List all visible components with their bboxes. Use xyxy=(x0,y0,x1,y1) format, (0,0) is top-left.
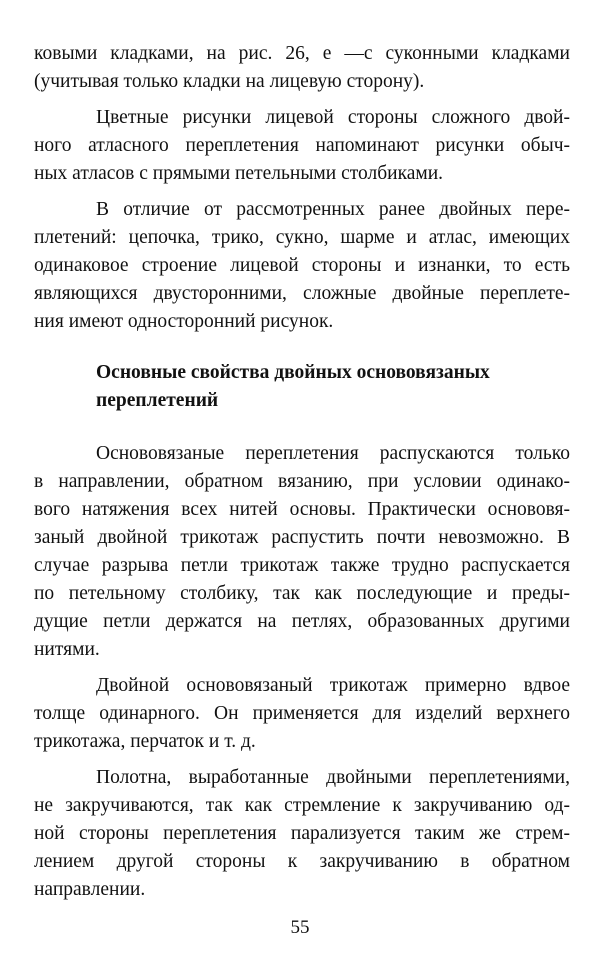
text-line: В отличие от рассмотренных ранее двойных пере- xyxy=(96,199,570,220)
text-line: вого натяжения всех нитей основы. Практически основовя- xyxy=(34,499,570,520)
text-line: являющихся двусторонними, сложные двойные переплете- xyxy=(34,283,570,304)
text-line: по петельному столбику, так как последующие и преды- xyxy=(34,583,570,604)
section-heading: Основные свойства двойных основовязаных xyxy=(96,362,490,383)
text-line: толще одинарного. Он применяется для изделий верхнего xyxy=(34,703,570,724)
text-line: плетений: цепочка, трико, сукно, шарме и атлас, имеющих xyxy=(34,227,570,248)
text-line: лением другой стороны к закручиванию в обратном xyxy=(34,851,570,872)
text-line: нитями. xyxy=(34,639,100,660)
text-line: Полотна, выработанные двойными переплетениями, xyxy=(96,767,570,788)
text-line: ния имеют односторонний рисунок. xyxy=(34,311,334,332)
text-line: направлении. xyxy=(34,879,146,900)
text-line: заный двойной трикотаж распустить почти невозможно. В xyxy=(34,527,570,548)
text-line: дущие петли держатся на петлях, образованных другими xyxy=(34,611,570,632)
text-line: Цветные рисунки лицевой стороны сложного двой- xyxy=(96,107,570,128)
text-line: Двойной основовязаный трикотаж примерно вдвое xyxy=(96,675,570,696)
text-line: случае разрыва петли трикотаж также трудно распускается xyxy=(34,555,570,576)
text-line: в направлении, обратном вязанию, при условии одинако- xyxy=(34,471,570,492)
text-line: трикотажа, перчаток и т. д. xyxy=(34,731,256,752)
text-line: ной стороны переплетения парализуется таким же стрем- xyxy=(34,823,570,844)
text-line: одинаковое строение лицевой стороны и изнанки, то есть xyxy=(34,255,570,276)
section-heading: переплетений xyxy=(96,390,219,411)
text-line: (учитывая только кладки на лицевую сторону). xyxy=(34,71,425,92)
text-line: Основовязаные переплетения распускаются только xyxy=(96,443,570,464)
text-line: ковыми кладками, на рис. 26, е —с суконными кладками xyxy=(34,43,570,64)
text-line: ного атласного переплетения напоминают рисунки обыч- xyxy=(34,135,570,156)
text-line: ных атласов с прямыми петельными столбиками. xyxy=(34,163,444,184)
page-number: 55 xyxy=(290,917,310,938)
text-line: не закручиваются, так как стремление к закручиванию од- xyxy=(34,795,570,816)
